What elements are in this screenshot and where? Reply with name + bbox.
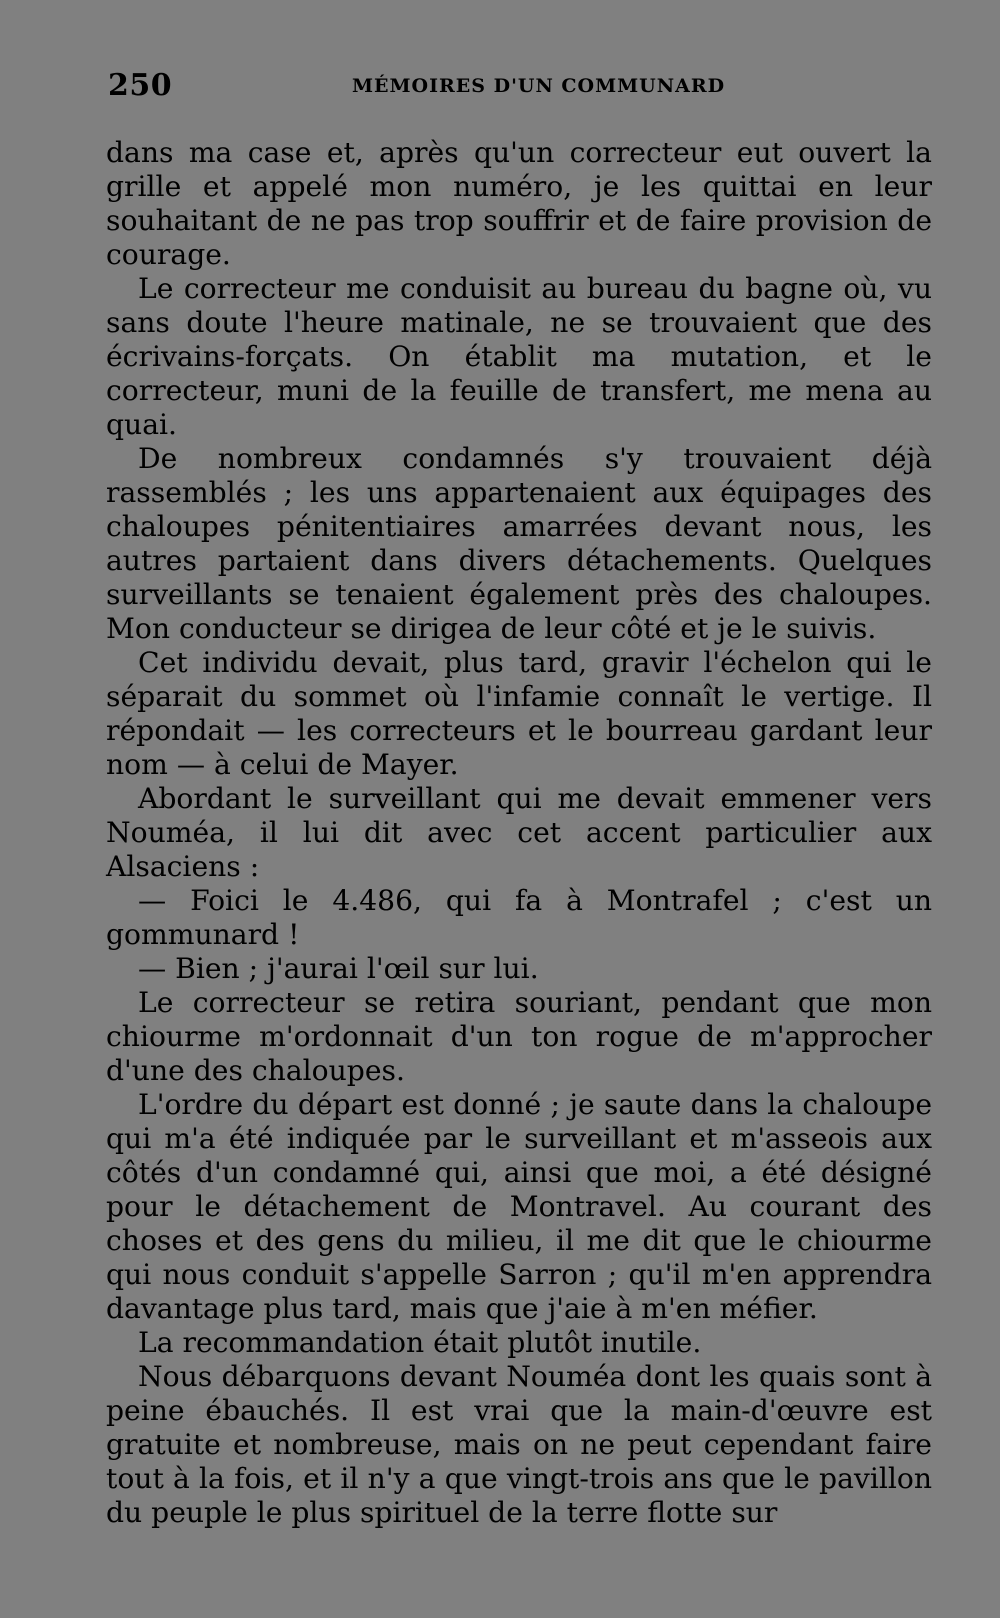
dialogue-line: — Bien ; j'aurai l'œil sur lui. (138, 952, 539, 985)
running-title: MÉMOIRES D'UN COMMUNARD (352, 75, 726, 97)
paragraph: L'ordre du départ est donné ; je saute dans la chaloupe qui m'a été indiquée par le surveillant et m'asseois aux côtés d'un condamné qui, ainsi que moi, a été désigné pour le détachement de Montravel. Au courant des choses et des gens du milieu, il me dit que le chiourme qui nous conduit s'appelle Sarron ; qu'il m'en apprendra davantage plus tard, mais que j'aie à m'en méfier. (106, 1088, 932, 1325)
paragraph: De nombreux condamnés s'y trouvaient déjà rassemblés ; les uns appartenaient aux équipages des chaloupes pénitentiaires amarrées devant nous, les autres partaient dans divers détachements. Quelques surveillants se tenaient également près des chaloupes. Mon conducteur se dirigea de leur côté et je le suivis. (106, 442, 932, 645)
paragraph: La recommandation était plutôt inutile. (138, 1326, 702, 1359)
dialogue-line: — Foici le 4.486, qui fa à Montrafel ; c'est un gommunard ! (106, 884, 932, 951)
page-header (108, 66, 932, 106)
paragraph: Le correcteur se retira souriant, pendant que mon chiourme m'ordonnait d'un ton rogue de m'approcher d'une des chaloupes. (106, 986, 932, 1087)
paragraph: dans ma case et, après qu'un correcteur eut ouvert la grille et appelé mon numéro, je les quittai en leur souhaitant de ne pas trop souffrir et de faire provision de courage. (106, 136, 932, 271)
paragraph: Nous débarquons devant Nouméa dont les quais sont à peine ébauchés. Il est vrai que la main-d'œuvre est gratuite et nombreuse, mais on ne peut cependant faire tout à la fois, et il n'y a que vingt-trois ans que le pavillon du peuple le plus spirituel de la terre flotte sur (106, 1360, 932, 1529)
page-number: 250 (108, 68, 173, 103)
paragraph: Abordant le surveillant qui me devait emmener vers Nouméa, il lui dit avec cet accent particulier aux Alsaciens : (106, 782, 932, 883)
body-text (106, 136, 932, 1530)
paragraph: Cet individu devait, plus tard, gravir l'échelon qui le séparait du sommet où l'infamie connaît le vertige. Il répondait — les correcteurs et le bourreau gardant leur nom — à celui de Mayer. (106, 646, 932, 781)
paragraph: Le correcteur me conduisit au bureau du bagne où, vu sans doute l'heure matinale, ne se trouvaient que des écrivains-forçats. On établit ma mutation, et le correcteur, muni de la feuille de transfert, me mena au quai. (106, 272, 932, 441)
